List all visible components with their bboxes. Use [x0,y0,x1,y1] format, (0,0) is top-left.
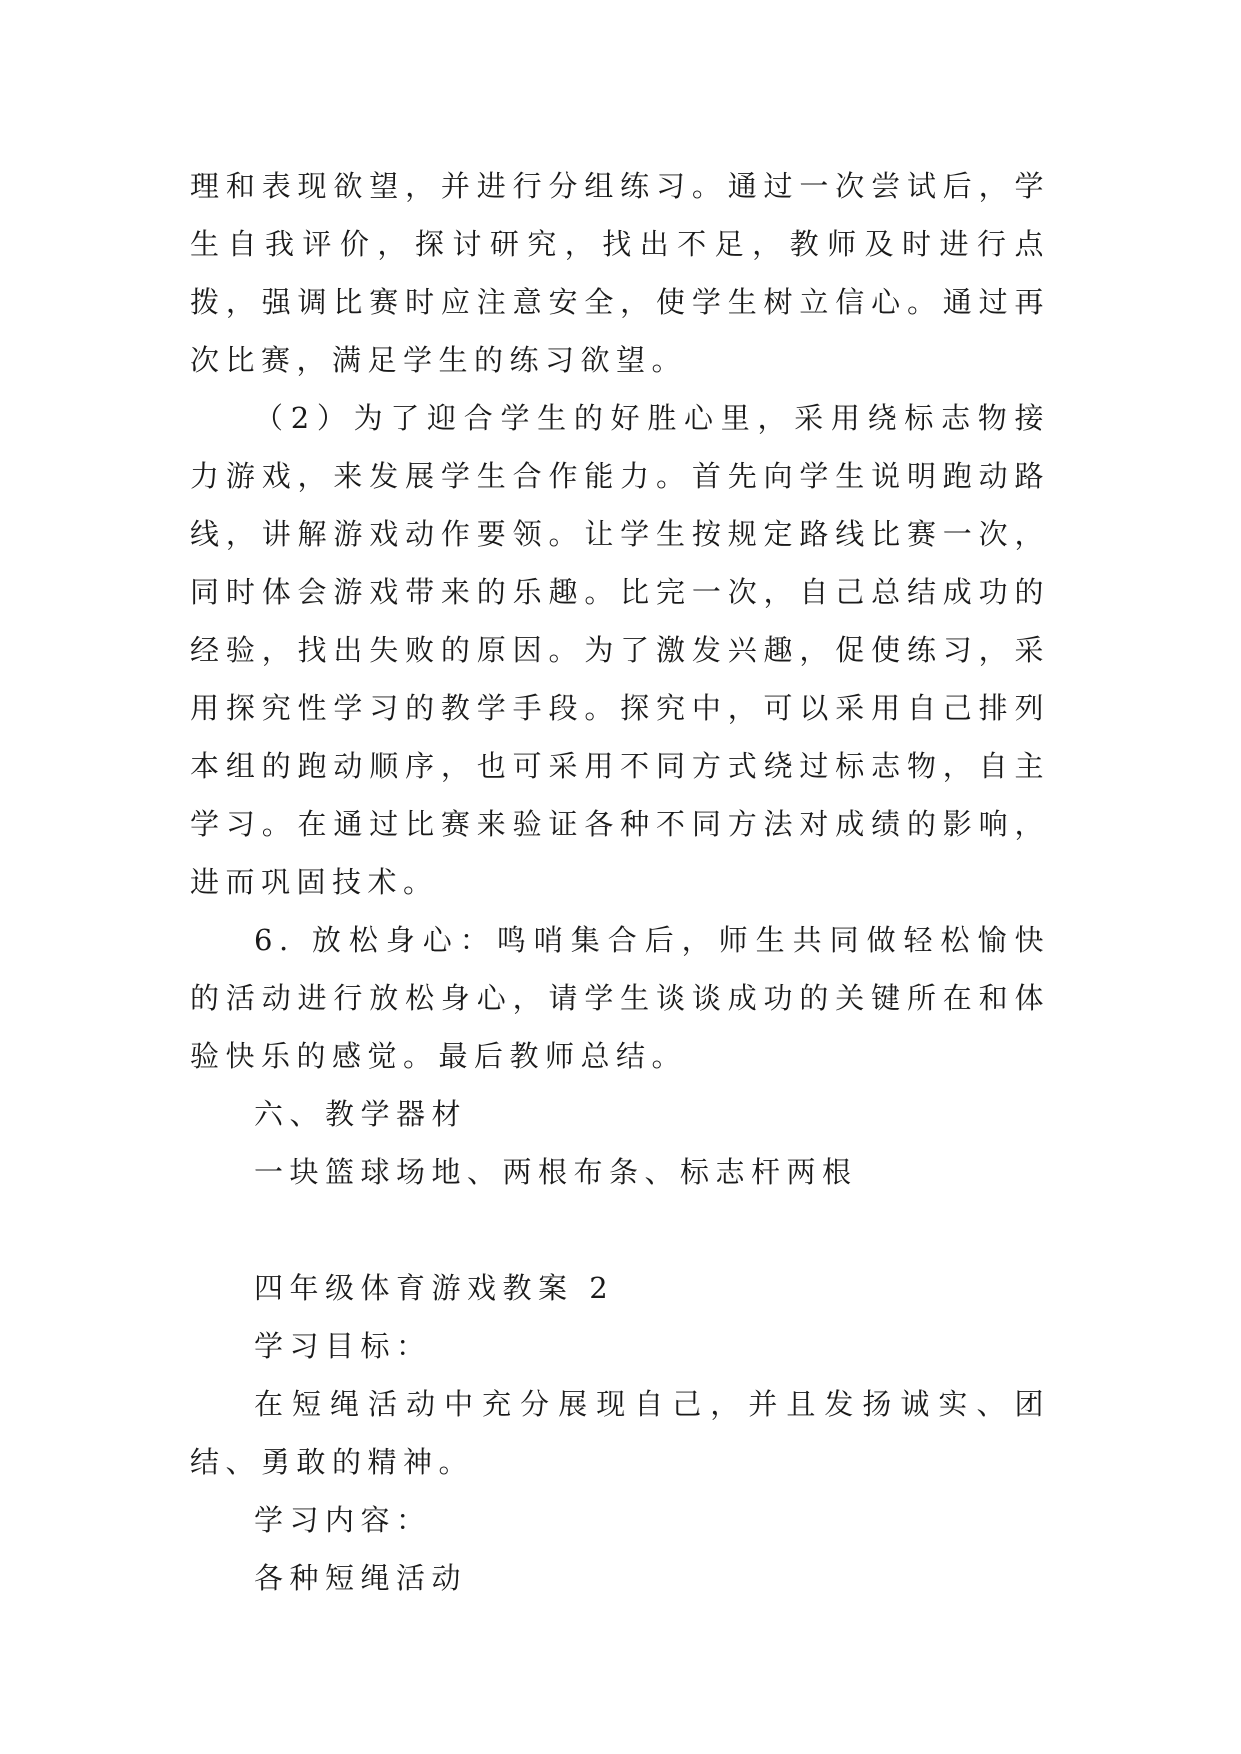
heading-learning-content: 学习内容： [254,1503,432,1537]
section-title: 四年级体育游戏教案 2 [254,1271,615,1305]
paragraph-learning-goals: 在短绳活动中充分展现自己，并且发扬诚实、团结、勇敢的精神。 [190,1387,1050,1479]
paragraph-equipment-list: 一块篮球场地、两根布条、标志杆两根 [254,1155,858,1189]
paragraph-relax: 6. 放松身心：鸣哨集合后，师生共同做轻松愉快的活动进行放松身心，请学生谈谈成功的关键所在和体验快乐的感觉。最后教师总结。 [190,923,1050,1073]
paragraph-continuation: 理和表现欲望，并进行分组练习。通过一次尝试后，学生自我评价，探讨研究，找出不足，教师及时进行点拨，强调比赛时应注意安全，使学生树立信心。通过再次比赛，满足学生的练习欲望。 [190,169,1050,377]
heading-teaching-equipment: 六、教学器材 [254,1097,468,1131]
paragraph-relay-game: （2）为了迎合学生的好胜心里，采用绕标志物接力游戏，来发展学生合作能力。首先向学生说明跑动路线，讲解游戏动作要领。让学生按规定路线比赛一次，同时体会游戏带来的乐趣。比完一次，自己总结成功的经验，找出失败的原因。为了激发兴趣，促使练习，采用探究性学习的教学手段。探究中，可以采用自己排列本组的跑动顺序，也可采用不同方式绕过标志物，自主学习。在通过比赛来验证各种不同方法对成绩的影响，进而巩固技术。 [190,401,1050,899]
heading-learning-goals: 学习目标： [254,1329,432,1363]
document-page [190,157,1050,1607]
paragraph-learning-content: 各种短绳活动 [254,1561,468,1595]
section-gap [190,1201,1050,1259]
